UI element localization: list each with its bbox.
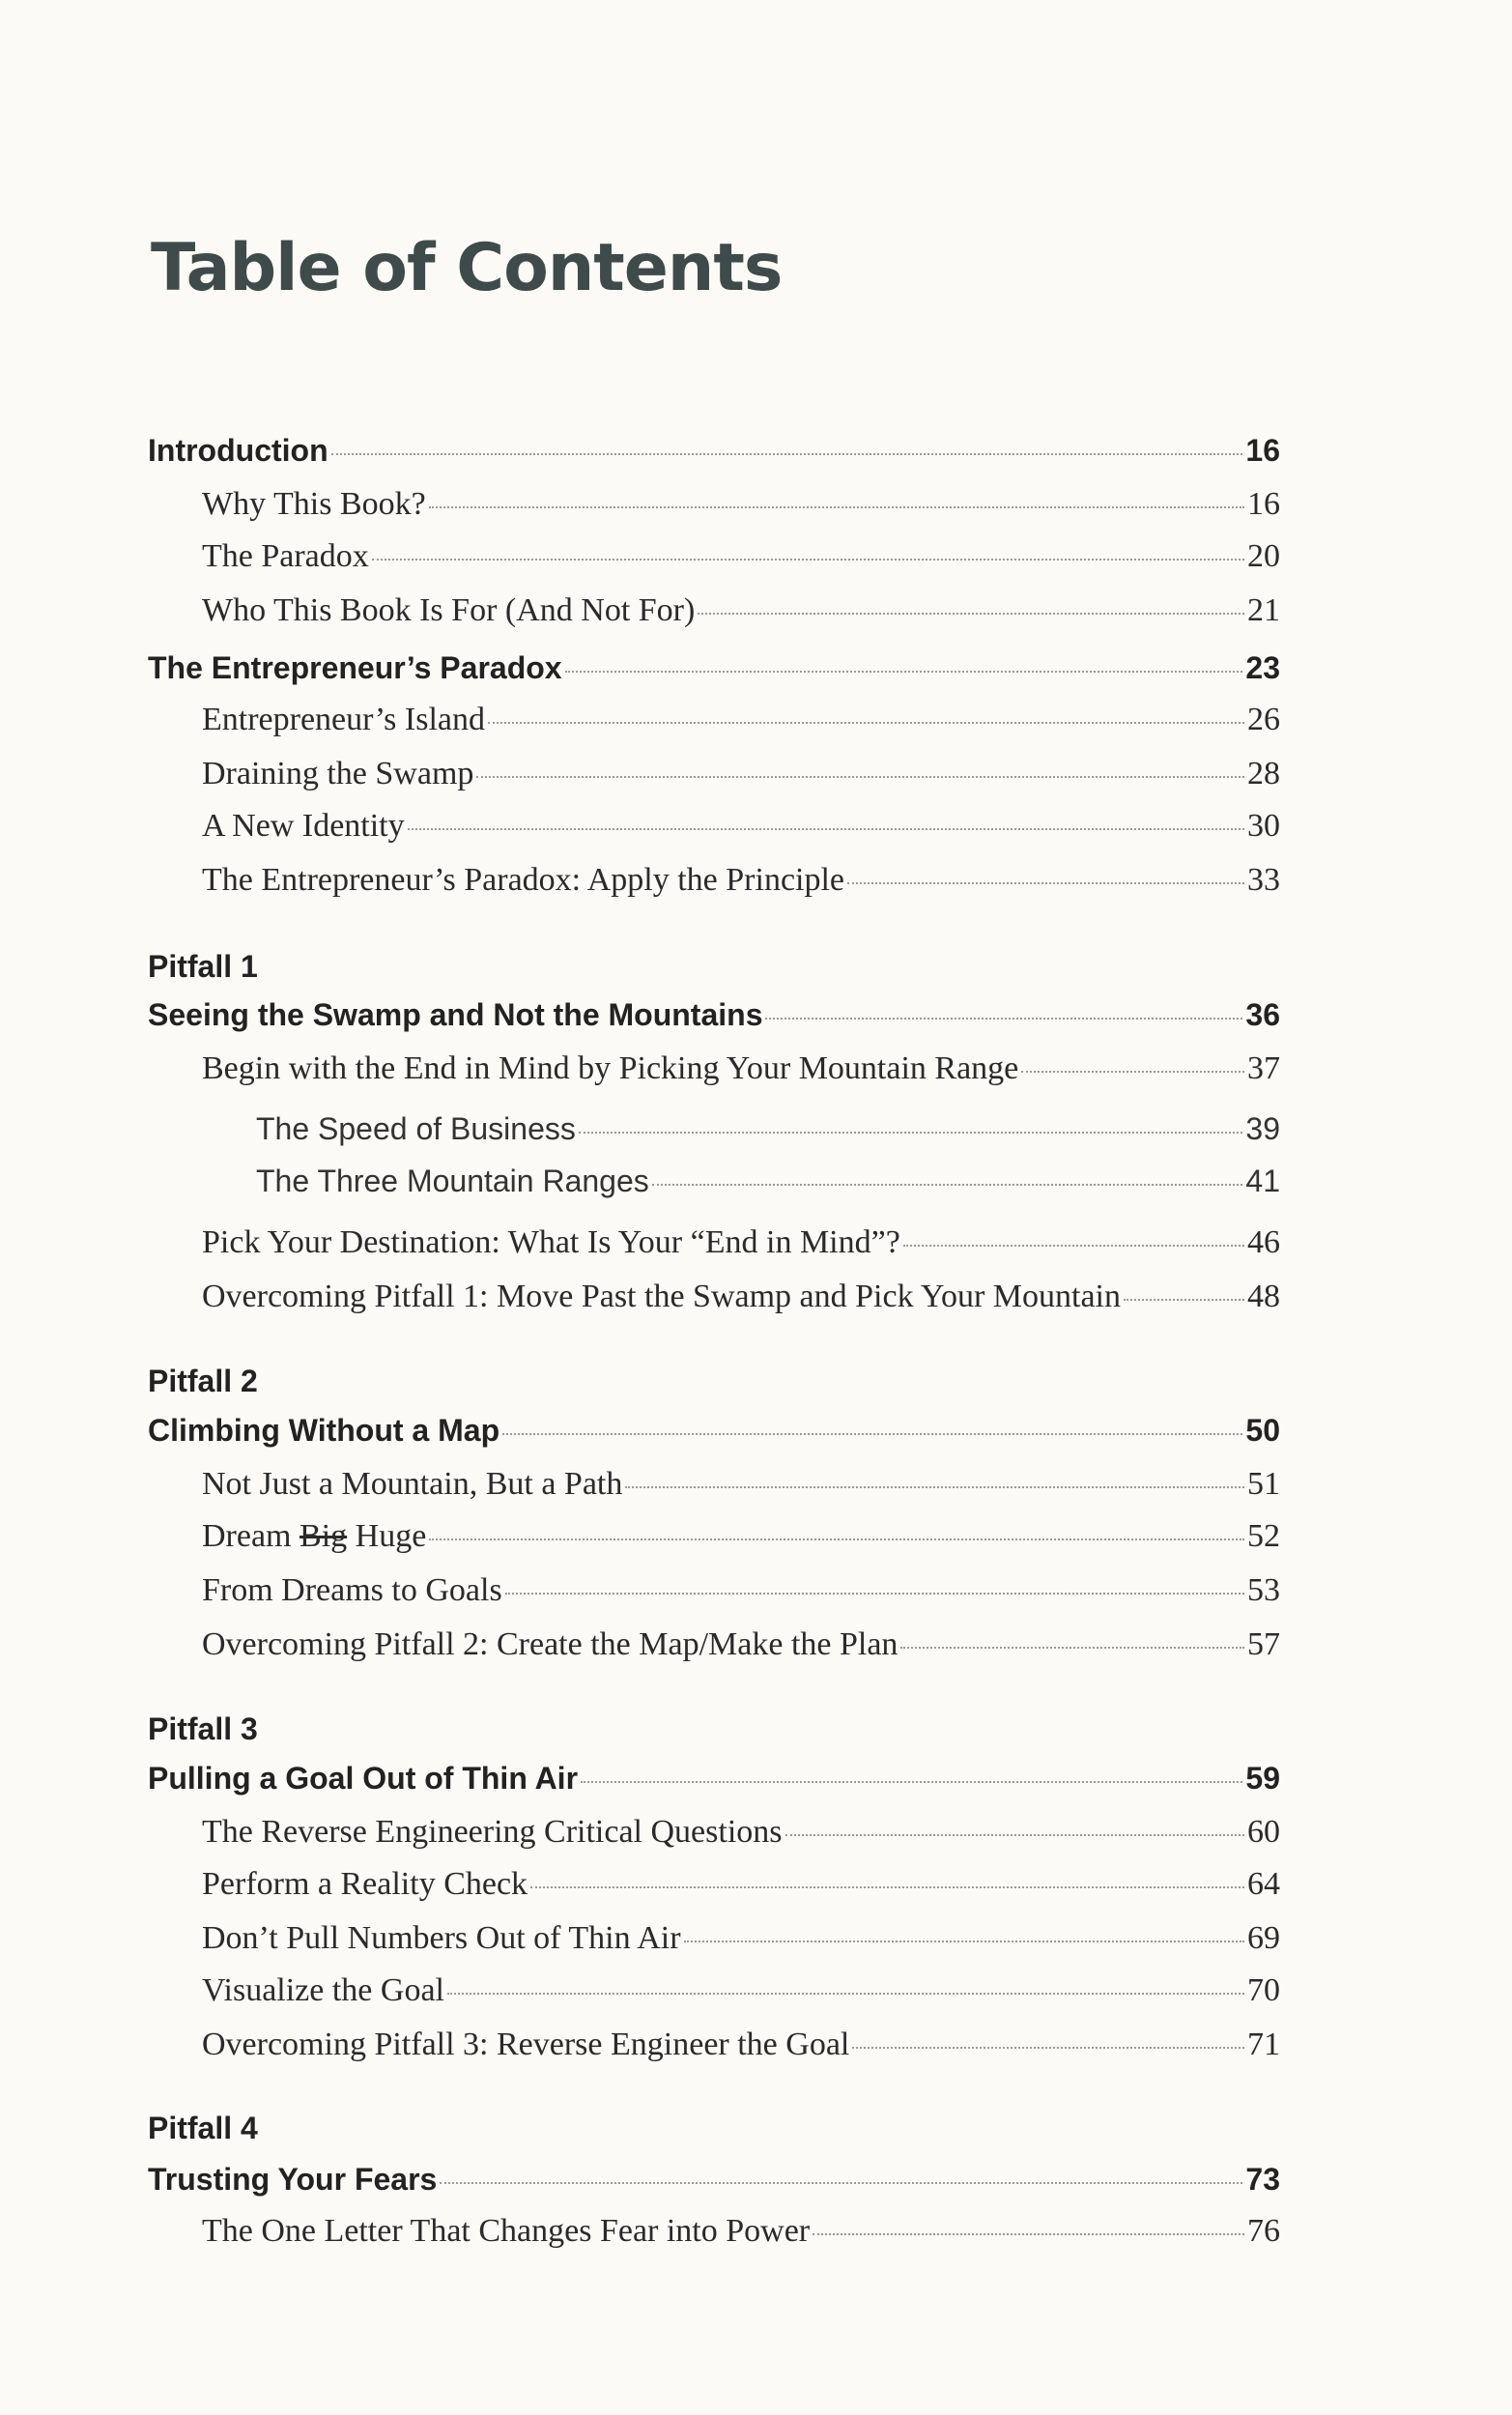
dot-leader [488,722,1244,724]
dot-leader [652,1184,1243,1186]
entry-title: The Three Mountain Ranges [256,1164,649,1198]
toc-entry [202,2023,1280,2067]
toc-entry [202,1568,1280,1613]
page-number: 39 [1245,1111,1280,1146]
entry-title: Who This Book Is For (And Not For) [202,592,696,628]
page-number: 52 [1247,1518,1280,1554]
entry-title: Seeing the Swamp and Not the Mountains [148,997,763,1032]
toc-entry [202,1862,1280,1907]
entry-title: Pitfall 4 [148,2111,258,2145]
page-number: 23 [1245,650,1280,685]
page-number: 51 [1247,1466,1280,1502]
toc-entry [148,944,1280,989]
toc-entry [148,646,1280,690]
page-number: 33 [1247,862,1280,898]
dot-leader [847,882,1244,884]
page-number: 16 [1245,433,1280,468]
entry-title: The Entrepreneur’s Paradox [148,650,562,685]
entry-title: The Entrepreneur’s Paradox: Apply the Principle [202,862,845,898]
entry-title: The One Letter That Changes Fear into Power [202,2213,811,2249]
page-number: 41 [1245,1164,1280,1198]
toc-entry [202,1810,1280,1854]
entry-title: Why This Book? [202,486,426,522]
page-number: 53 [1247,1572,1280,1608]
toc-entry [202,2209,1280,2254]
dot-leader [900,1647,1244,1649]
toc-entry [202,1462,1280,1507]
dot-leader [625,1486,1244,1488]
dot-leader [852,2047,1244,2049]
entry-title: The Reverse Engineering Critical Questions [202,1814,783,1850]
toc-entry [256,1107,1280,1151]
page-number: 71 [1247,2027,1280,2062]
page-number: 48 [1247,1279,1280,1314]
toc-entry [202,1969,1280,2013]
entry-title: Don’t Pull Numbers Out of Thin Air [202,1920,681,1956]
toc-entry [202,698,1280,742]
page-number: 26 [1247,702,1280,737]
toc-entry [202,1623,1280,1667]
toc-entry [202,752,1280,796]
entry-title: Climbing Without a Map [148,1413,500,1448]
page-number: 57 [1247,1626,1280,1662]
entry-title: Pitfall 1 [148,949,258,984]
dot-leader [684,1941,1244,1942]
page-number: 30 [1247,808,1280,844]
entry-title: Overcoming Pitfall 2: Create the Map/Make the Plan [202,1626,899,1662]
dot-leader [408,828,1244,830]
entry-title: Overcoming Pitfall 1: Move Past the Swamp and Pick Your Mountain [202,1279,1122,1314]
page-number: 20 [1247,538,1280,574]
entry-title: Perform a Reality Check [202,1866,528,1902]
dot-leader [505,1593,1244,1595]
entry-title: The Speed of Business [256,1111,576,1146]
page-number: 64 [1247,1866,1280,1902]
entry-title: A New Identity [202,808,405,844]
toc-entry [148,1408,1280,1452]
toc-entry [148,992,1280,1037]
entry-title: Pitfall 2 [148,1364,258,1398]
dot-leader [579,1132,1243,1134]
toc-entry [148,1756,1280,1800]
page-number: 59 [1245,1761,1280,1796]
entry-title: From Dreams to Goals [202,1572,502,1608]
entry-title-continued: Huge [347,1518,427,1554]
dot-leader [1021,1071,1244,1073]
toc-entry [202,1916,1280,1961]
page-number: 70 [1247,1972,1280,2008]
toc-entry [202,534,1280,579]
dot-leader [447,1993,1244,1995]
page-title: Table of Contents [151,230,783,306]
toc-entry [148,428,1280,473]
page-number: 37 [1247,1050,1280,1086]
page-number: 46 [1247,1224,1280,1260]
entry-title: Draining the Swamp [202,756,474,791]
dot-leader [765,1018,1242,1020]
toc-entry [148,1359,1280,1403]
entry-title: Overcoming Pitfall 3: Reverse Engineer the Goal [202,2027,850,2062]
page-number: 76 [1247,2213,1280,2249]
entry-title: Trusting Your Fears [148,2162,438,2197]
entry-title: Pulling a Goal Out of Thin Air [148,1761,579,1796]
dot-leader [331,453,1243,455]
toc-entry [202,804,1280,848]
toc-entry [148,2157,1280,2201]
entry-title: Not Just a Mountain, But a Path [202,1466,623,1502]
dot-leader [785,1834,1245,1836]
page-number: 60 [1247,1814,1280,1850]
dot-leader [565,671,1243,673]
entry-title: Pitfall 3 [148,1711,258,1746]
toc-entry [202,482,1280,527]
toc-entry [202,589,1280,633]
entry-title: Dream [202,1518,300,1554]
page-number: 28 [1247,756,1280,791]
toc-entry [202,1514,1280,1559]
toc-entry [148,1707,1280,1751]
dot-leader [1124,1299,1244,1301]
dot-leader [581,1781,1242,1783]
entry-title: Pick Your Destination: What Is Your “End in Mind”? [202,1224,900,1260]
toc-entry [202,858,1280,903]
toc-entry [148,2106,1280,2150]
entry-title: Begin with the End in Mind by Picking Your Mountain Range [202,1050,1019,1086]
entry-title: Introduction [148,433,328,468]
page-number: 16 [1247,486,1280,522]
dot-leader [502,1433,1242,1435]
page-number: 73 [1245,2162,1280,2197]
page-number: 36 [1245,997,1280,1032]
toc-entry [202,1047,1280,1091]
dot-leader [429,1538,1244,1540]
dot-leader [429,506,1244,508]
page-number: 69 [1247,1920,1280,1956]
dot-leader [813,2233,1244,2235]
dot-leader [530,1886,1244,1888]
dot-leader [698,613,1244,615]
dot-leader [476,776,1244,778]
entry-title: Entrepreneur’s Island [202,702,485,737]
dot-leader [440,2182,1242,2184]
entry-title: The Paradox [202,538,369,574]
page-number: 21 [1247,592,1280,628]
toc-entry [202,1221,1280,1265]
struck-word: Big [300,1518,348,1554]
toc-entry [202,1275,1280,1319]
dot-leader [903,1245,1244,1247]
entry-title: Visualize the Goal [202,1972,444,2008]
dot-leader [372,559,1244,561]
page-number: 50 [1245,1413,1280,1448]
toc-entry [256,1159,1280,1203]
